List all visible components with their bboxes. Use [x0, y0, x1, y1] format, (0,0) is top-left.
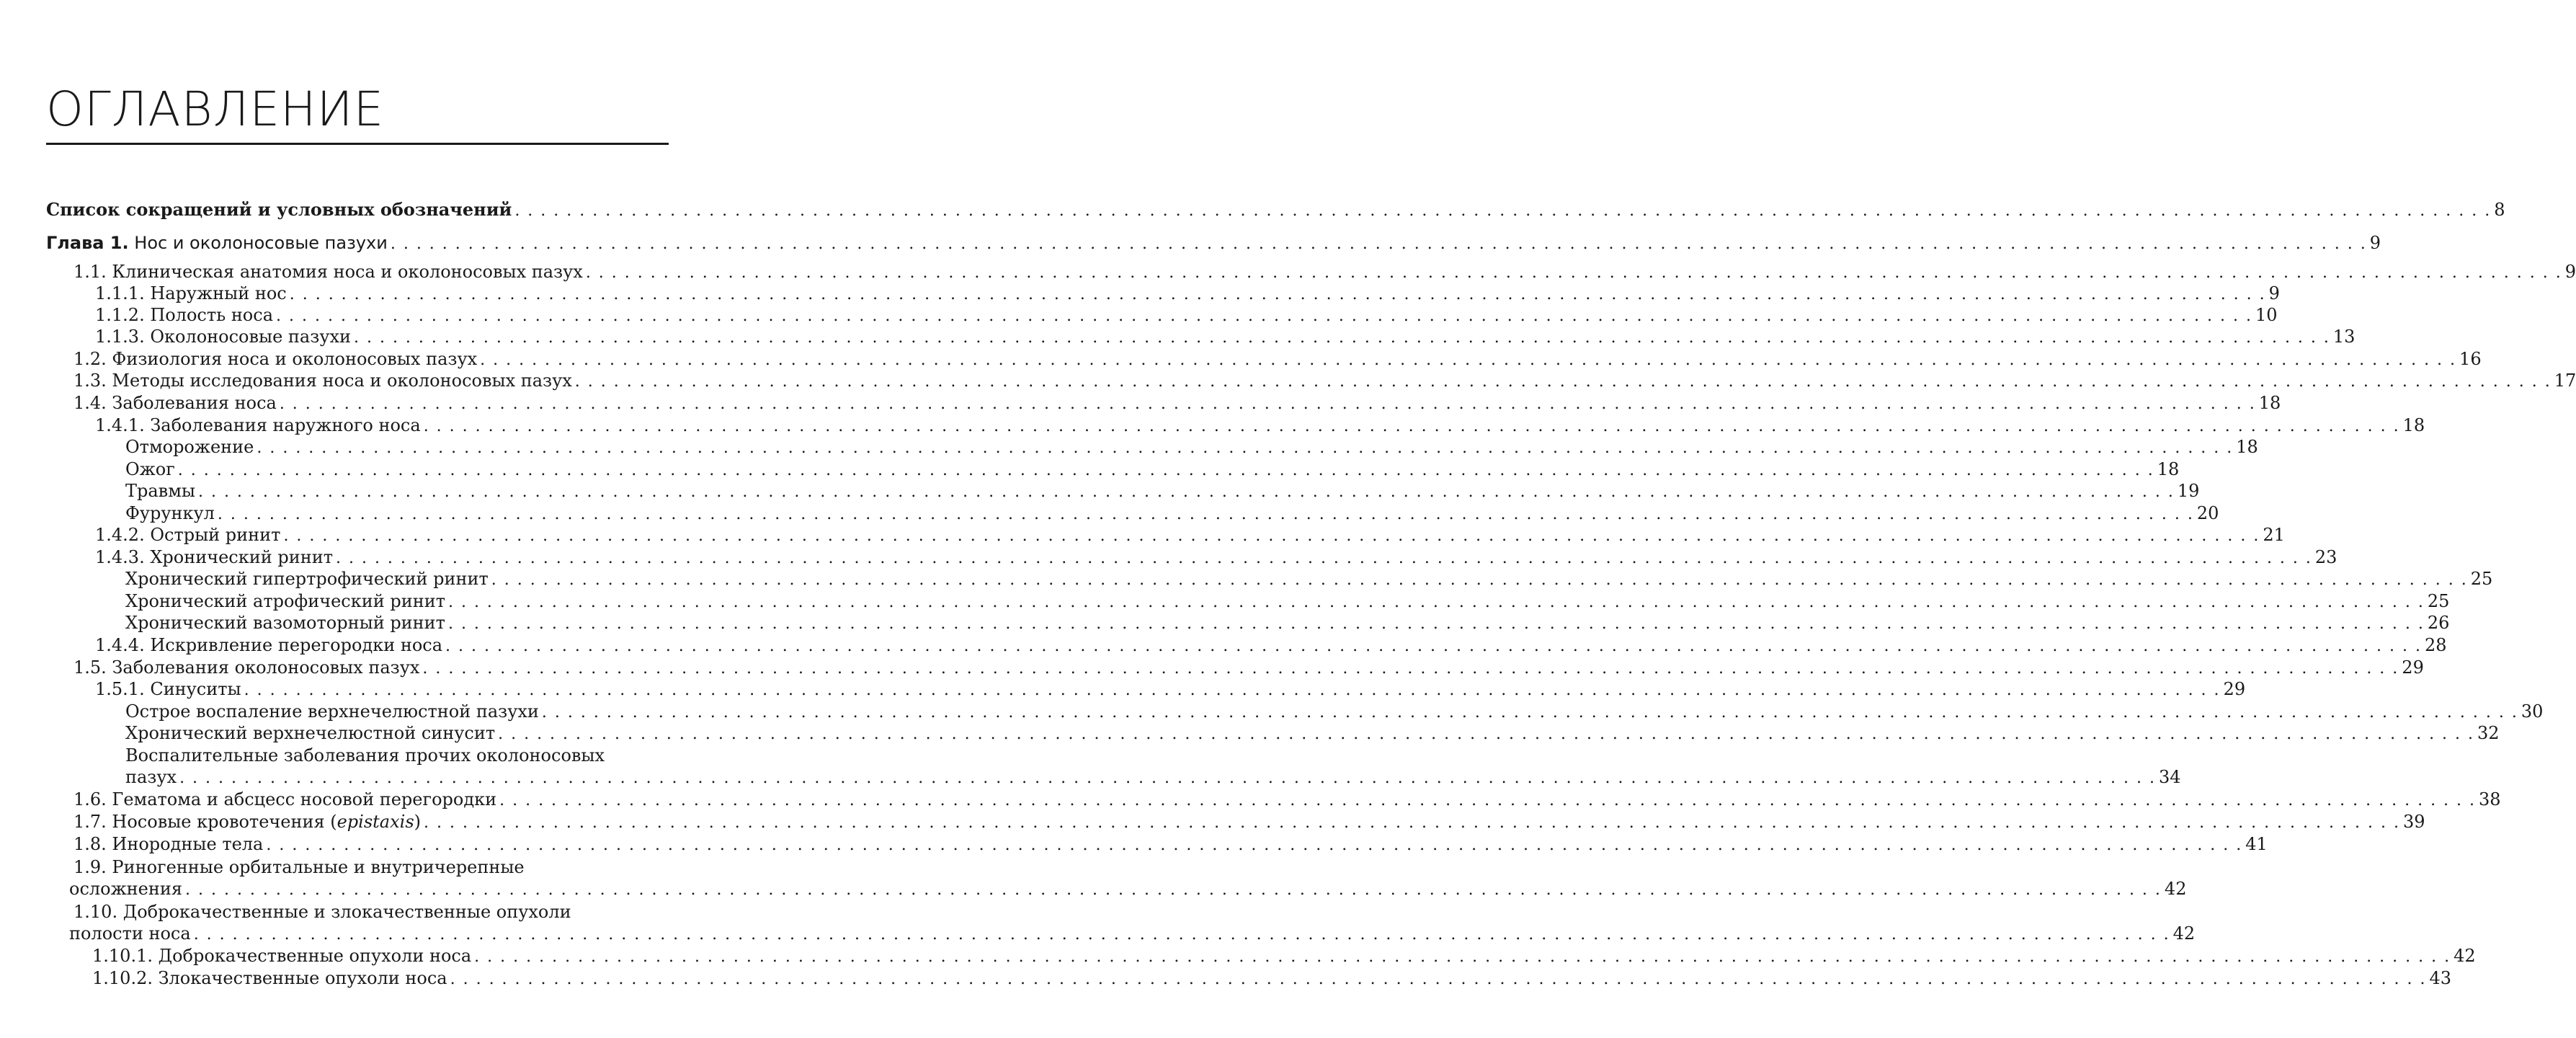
toc-entry-1-5[interactable]: 1.5. Заболевания околоносовых пазух . . . 29 — [0, 657, 742, 680]
chapter-label: Глава 1. — [46, 233, 129, 253]
page-number: 23 — [2314, 547, 2337, 567]
toc-entry-1-4-4[interactable]: 1.4.4. Искривление перегородки носа . . . 28 — [0, 634, 764, 657]
title-divider — [46, 143, 669, 145]
page-number: 17 — [2554, 371, 2576, 391]
page-number: 21 — [2263, 525, 2285, 545]
toc-entry-vasomotor-rhinitis[interactable]: Хронический вазомоторный ринит . . . 26 — [0, 612, 794, 635]
dot-leader — [499, 790, 2476, 812]
page-number: 25 — [2470, 569, 2493, 589]
dot-leader — [290, 284, 2266, 306]
page-number: 19 — [2177, 481, 2200, 501]
page-number: 32 — [2477, 723, 2500, 743]
dot-leader — [257, 438, 2233, 459]
toc-entry-1-4-1[interactable]: 1.4.1. Заболевания наружного носа . . . 18 — [0, 414, 764, 438]
dot-leader — [336, 548, 2312, 569]
toc-entry-1-2[interactable]: 1.2. Физиология носа и околоносовых пазух . . . 16 — [0, 348, 742, 371]
toc-entry-trauma[interactable]: Травмы . . . 19 — [0, 480, 794, 503]
page-number: 8 — [2494, 200, 2505, 220]
toc-entry-1-8[interactable]: 1.8. Инородные тела . . . 41 — [0, 833, 742, 856]
toc-entry-chapter-1[interactable] — [0, 232, 2381, 255]
page-number: 26 — [2427, 613, 2450, 633]
page-number: 34 — [2158, 767, 2181, 787]
toc-entry-1-6[interactable]: 1.6. Гематома и абсцесс носовой перегородки . . . 38 — [0, 789, 742, 812]
page-number: 43 — [2429, 968, 2452, 988]
dot-leader — [448, 592, 2425, 613]
dot-leader — [542, 702, 2518, 724]
dot-leader — [266, 835, 2242, 856]
page-number: 29 — [2223, 679, 2246, 699]
dot-leader — [514, 200, 2491, 222]
page-number: 25 — [2427, 591, 2450, 611]
page-number: 41 — [2245, 834, 2268, 854]
dot-leader — [424, 416, 2400, 438]
toc-entry-1-3[interactable]: 1.3. Методы исследования носа и околоносовых пазух . . . 17 — [0, 370, 742, 393]
page-title: ОГЛАВЛЕНИЕ — [46, 81, 385, 137]
dot-leader — [354, 327, 2330, 349]
chapter-title: Нос и околоносовые пазухи — [134, 233, 388, 253]
toc-entry-other-sinuses[interactable]: пазух . . . 34 — [0, 766, 794, 789]
dot-leader — [391, 234, 2367, 255]
dot-leader — [445, 636, 2422, 657]
toc-entry-1-5-1[interactable]: 1.5.1. Синуситы . . . 29 — [0, 678, 764, 701]
toc-entry-furuncle[interactable]: Фурункул . . . 20 — [0, 502, 794, 525]
toc-entry-1-7[interactable]: 1.7. Носовые кровотечения (epistaxis) . . . 39 — [0, 811, 742, 834]
toc-entry-1-1[interactable]: 1.1. Клиническая анатомия носа и околоносовых пазух . . . 9 — [0, 261, 742, 284]
toc-entry-frostbite[interactable]: Отморожение . . . 18 — [0, 436, 794, 459]
toc-entry-1-10[interactable]: полости носа . . . 42 — [0, 923, 738, 946]
toc-entry-other-sinuses-line1[interactable]: Воспалительные заболевания прочих околоносовых — [125, 745, 605, 766]
page-number: 42 — [2172, 923, 2196, 944]
toc-entry-burn[interactable]: Ожог . . . 18 — [0, 458, 794, 482]
toc-entry-1-4-3[interactable]: 1.4.3. Хронический ринит . . . 23 — [0, 546, 764, 569]
dot-leader — [586, 262, 2562, 284]
dot-leader — [474, 946, 2451, 968]
toc-entry-1-4-2[interactable]: 1.4.2. Острый ринит . . . 21 — [0, 524, 764, 547]
toc-entry-1-9[interactable]: осложнения . . . 42 — [0, 878, 738, 901]
toc-entry-hypertrophic-rhinitis[interactable]: Хронический гипертрофический ринит . . . 25 — [0, 568, 794, 591]
toc-entry-1-10-1[interactable]: 1.10.1. Доброкачественные опухоли носа . . . 42 — [0, 945, 761, 968]
toc-entry-1-9-line1[interactable]: 1.9. Риногенные орбитальные и внутричерепные — [73, 857, 525, 877]
toc-entry-1-4[interactable]: 1.4. Заболевания носа . . . 18 — [0, 392, 742, 415]
page-number: 9 — [2564, 262, 2576, 282]
toc-entry-1-1-2[interactable]: 1.1.2. Полость носа . . . 10 — [0, 304, 764, 327]
dot-leader — [450, 969, 2427, 990]
dot-leader — [185, 879, 2162, 901]
toc-entry-1-1-3[interactable]: 1.1.3. Околоносовые пазухи . . . 13 — [0, 326, 764, 349]
dot-leader — [424, 812, 2400, 834]
dot-leader — [194, 924, 2170, 946]
page-number: 9 — [2369, 233, 2381, 253]
page-number: 16 — [2459, 349, 2482, 369]
dot-leader — [179, 768, 2156, 789]
dot-leader — [244, 680, 2221, 701]
toc-entry-1-1-1[interactable]: 1.1.1. Наружный нос . . . 9 — [0, 283, 764, 306]
page-number: 42 — [2164, 879, 2187, 899]
page-number: 28 — [2424, 635, 2447, 655]
page-number: 42 — [2454, 946, 2476, 966]
toc-entry-acute-maxillary[interactable]: Острое воспаление верхнечелюстной пазухи . . . 30 — [0, 701, 794, 724]
dot-leader — [283, 525, 2260, 547]
page-number: 9 — [2268, 283, 2280, 303]
page-number: 18 — [2258, 393, 2281, 413]
dot-leader — [198, 482, 2175, 503]
toc-entry-1-10-line1[interactable]: 1.10. Доброкачественные и злокачественные опухоли — [73, 902, 571, 922]
dot-leader — [491, 569, 2468, 591]
page-number: 13 — [2332, 327, 2356, 347]
page-number: 38 — [2479, 789, 2501, 809]
page-number: 18 — [2402, 415, 2425, 435]
toc-entry-1-10-2[interactable]: 1.10.2. Злокачественные опухоли носа . . . 43 — [0, 967, 761, 990]
dot-leader — [480, 350, 2456, 371]
page-number: 39 — [2402, 812, 2425, 832]
dot-leader — [575, 371, 2552, 393]
page-number: 29 — [2402, 657, 2424, 678]
toc-entry-abbreviations[interactable]: Список сокращений и условных обозначений . . . 8 — [0, 199, 715, 222]
dot-leader — [218, 504, 2194, 525]
toc-entry-chronic-maxillary[interactable]: Хронический верхнечелюстной синусит . . . 32 — [0, 722, 794, 745]
page-number: 10 — [2255, 305, 2278, 325]
page-number: 30 — [2521, 701, 2544, 722]
dot-leader — [178, 460, 2154, 482]
page-number: 20 — [2196, 503, 2219, 523]
dot-leader — [448, 613, 2425, 635]
toc-entry-atrophic-rhinitis[interactable]: Хронический атрофический ринит . . . 25 — [0, 590, 794, 613]
page-number: 18 — [2157, 459, 2180, 479]
dot-leader — [276, 306, 2252, 327]
latin-term: epistaxis — [337, 812, 414, 832]
dot-leader — [422, 658, 2399, 680]
dot-leader — [498, 724, 2474, 745]
dot-leader — [280, 394, 2256, 415]
page-number: 18 — [2236, 437, 2258, 457]
